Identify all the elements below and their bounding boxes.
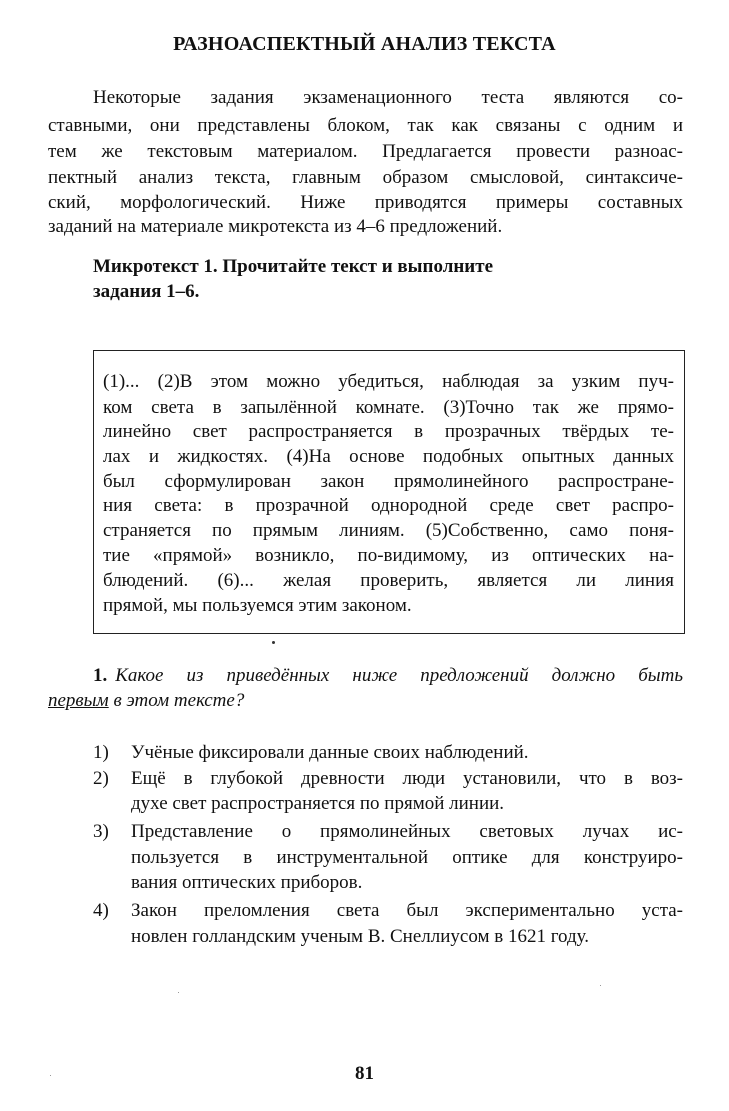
option-line: Закон преломления света был экспериментально уста-	[131, 900, 683, 921]
option-line: Ещё в глубокой древности люди установили, что в воз-	[131, 768, 683, 789]
microtext-line: ния света: в прозрачной однородной среде свет распро-	[103, 495, 674, 516]
scan-speck	[178, 992, 179, 993]
heading-line: Микротекст 1. Прочитайте текст и выполните	[93, 256, 494, 277]
microtext-line: был сформулирован закон прямолинейного распростране-	[103, 471, 674, 492]
question-text: в этом тексте?	[108, 690, 245, 711]
underlined-word: первым	[48, 690, 109, 711]
intro-line: ский, морфологический. Ниже приводятся примеры составных	[48, 192, 683, 213]
option-number: 3)	[93, 821, 109, 842]
microtext-line: ком света в запылённой комнате. (3)Точно так же прямо-	[103, 397, 674, 418]
option-line: духе свет распространяется по прямой линии.	[131, 793, 505, 814]
page-title: РАЗНОАСПЕКТНЫЙ АНАЛИЗ ТЕКСТА	[173, 33, 556, 55]
option-line: новлен голландским ученым В. Снеллиусом в 1621 году.	[131, 926, 590, 947]
heading-line: задания 1–6.	[93, 281, 200, 302]
microtext-line: страняется по прямым линиям. (5)Собственно, само поня-	[103, 520, 674, 541]
intro-line: ставными, они представлены блоком, так как связаны с одним и	[48, 115, 683, 136]
intro-line: заданий на материале микротекста из 4–6 предложений.	[48, 216, 503, 237]
microtext-line: блюдений. (6)... желая проверить, является ли линия	[103, 570, 674, 591]
microtext-line: прямой, мы пользуемся этим законом.	[103, 595, 412, 616]
question-line	[93, 665, 683, 687]
microtext-line: (1)... (2)В этом можно убедиться, наблюдая за узким пуч-	[103, 371, 674, 392]
question-number: 1.	[93, 665, 108, 686]
microtext-line: линейно свет распространяется в прозрачных твёрдых те-	[103, 421, 674, 442]
option-line: Представление о прямолинейных световых лучах ис-	[131, 821, 683, 842]
question-line	[48, 690, 244, 712]
option-number: 1)	[93, 742, 109, 763]
stray-dot	[272, 641, 275, 644]
scan-speck	[600, 985, 601, 986]
question-text: Какое из приведённых ниже предложений должно быть	[115, 665, 683, 686]
microtext-line: лах и жидкостях. (4)На основе подобных опытных данных	[103, 446, 674, 467]
option-line: пользуется в инструментальной оптике для конструиро-	[131, 847, 683, 868]
option-line: Учёные фиксировали данные своих наблюдений.	[131, 742, 529, 763]
microtext-line: тие «прямой» возникло, по-видимому, из оптических на-	[103, 545, 674, 566]
option-number: 4)	[93, 900, 109, 921]
intro-line: Некоторые задания экзаменационного теста являются со-	[93, 87, 683, 108]
page-number: 81	[355, 1063, 374, 1084]
intro-line: тем же текстовым материалом. Предлагается провести разноас-	[48, 141, 683, 162]
intro-line: пектный анализ текста, главным образом смысловой, синтаксиче-	[48, 167, 683, 188]
option-line: вания оптических приборов.	[131, 872, 363, 893]
option-number: 2)	[93, 768, 109, 789]
